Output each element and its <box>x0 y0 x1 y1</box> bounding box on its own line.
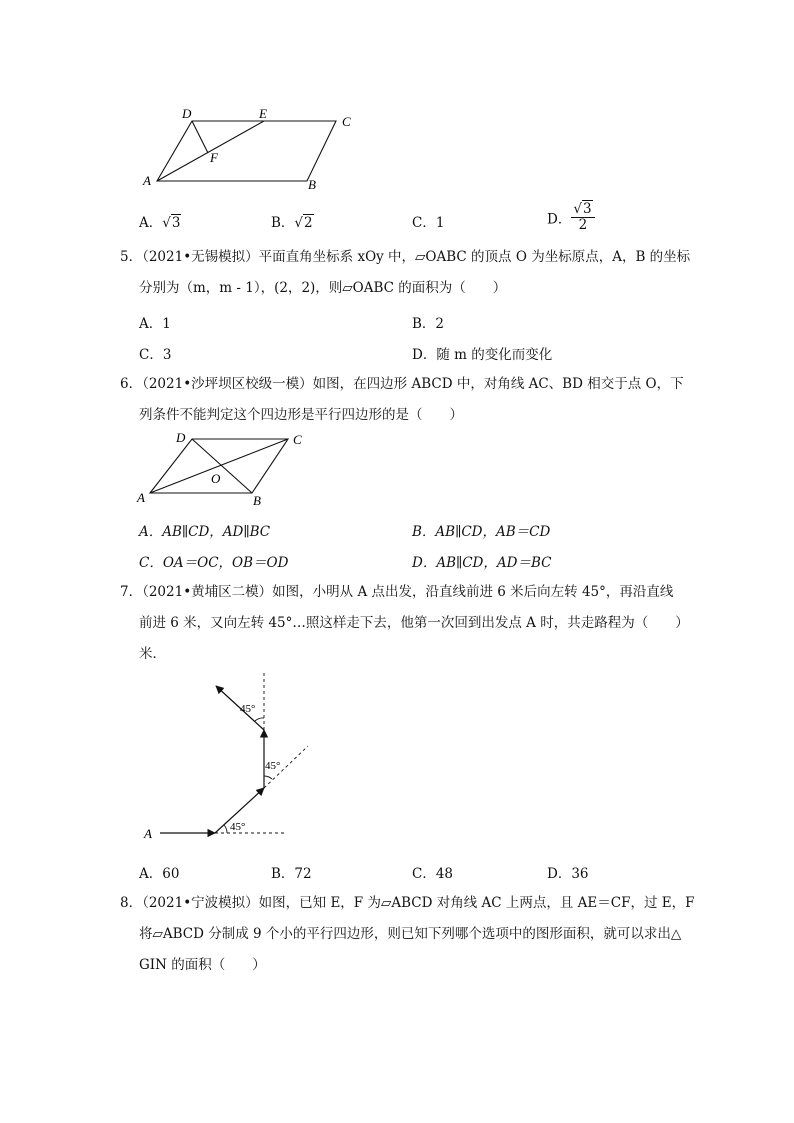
q6-option-b[interactable]: B．AB∥CD，AB＝CD <box>412 524 551 540</box>
q5-option-d[interactable]: D．随 m 的变化而变化 <box>412 347 553 363</box>
q4-option-a[interactable]: A．√3 <box>139 215 181 231</box>
figure-parallelogram-def <box>135 100 365 195</box>
segment-df <box>192 121 208 153</box>
figure-quadrilateral-abcd <box>130 426 320 511</box>
label-c: C <box>293 432 302 447</box>
q5-option-a[interactable]: A．1 <box>139 316 171 332</box>
diagonal-bd <box>192 439 252 493</box>
q4-option-c[interactable]: C．1 <box>412 215 445 231</box>
q7-option-d[interactable]: D．36 <box>547 866 589 882</box>
q7-line3: 米． <box>139 646 166 662</box>
q8-line2: 将▱ABCD 分制成 9 个小的平行四边形，则已知下列哪个选项中的图形面积，就可以求出△ <box>139 926 682 942</box>
q4-option-b[interactable]: B．√2 <box>271 215 313 231</box>
q7-option-c[interactable]: C．48 <box>412 866 454 882</box>
q4-option-d[interactable]: D． $\frac{√3}{2}$ <box>547 202 595 233</box>
q5-option-b[interactable]: B．2 <box>412 316 445 332</box>
angle-arc-1 <box>224 825 227 833</box>
angle-arc-2 <box>264 776 272 779</box>
q5-option-c[interactable]: C．3 <box>139 347 172 363</box>
label-e: E <box>259 106 267 121</box>
q6-option-d[interactable]: D．AB∥CD，AD＝BC <box>412 555 552 571</box>
angle-label-2: 45° <box>265 760 281 772</box>
q6-option-c[interactable]: C．OA＝OC，OB＝OD <box>139 555 289 571</box>
label-a: A <box>137 490 145 505</box>
angle-label-3: 45° <box>240 703 256 715</box>
label-b: B <box>308 177 316 192</box>
q5-line2: 分别为（m，m - 1），(2，2)，则▱OABC 的面积为（ ） <box>139 280 507 296</box>
q8-line3: GIN 的面积（ ） <box>139 957 266 973</box>
label-a: A <box>144 826 152 841</box>
figure-walking-path <box>140 668 320 848</box>
sqrt-symbol: √3 <box>162 215 181 231</box>
q6-line2: 列条件不能判定这个四边形是平行四边形的是（ ） <box>139 407 463 423</box>
label-d: D <box>182 106 192 121</box>
q7-option-a[interactable]: A．60 <box>139 866 180 882</box>
q8-line1: 8．（2021•宁波模拟）如图，已知 E，F 为▱ABCD 对角线 AC 上两点，且 AE＝CF，过 E，F <box>120 895 695 911</box>
angle-label-1: 45° <box>230 821 246 833</box>
label-b: B <box>253 493 261 508</box>
parallelogram-abcd <box>157 121 336 181</box>
fraction: $\frac{√3}{2}$ <box>571 202 594 233</box>
q5-line1: 5．（2021•无锡模拟）平面直角坐标系 xOy 中，▱OABC 的顶点 O 为坐标原点，A，B 的坐标 <box>120 249 691 265</box>
label-c: C <box>342 114 351 129</box>
q7-line1: 7．（2021•黄埔区二模）如图，小明从 A 点出发，沿直线前进 6 米后向左转 45°，再沿直线 <box>120 584 674 600</box>
angle-arc-3 <box>255 718 264 721</box>
sqrt-symbol: √2 <box>294 215 313 231</box>
label-a: A <box>143 173 151 188</box>
label-o: O <box>211 471 221 486</box>
q6-option-a[interactable]: A．AB∥CD，AD∥BC <box>139 524 271 540</box>
q6-line1: 6．（2021•沙坪坝区校级一模）如图，在四边形 ABCD 中，对角线 AC、BD 相交于点 O，下 <box>120 376 684 392</box>
q7-line2: 前进 6 米，又向左转 45°…照这样走下去，他第一次回到出发点 A 时，共走路程为（ ） <box>139 615 689 631</box>
q7-option-b[interactable]: B．72 <box>271 866 312 882</box>
label-f: F <box>210 150 218 165</box>
label-d: D <box>176 430 186 445</box>
